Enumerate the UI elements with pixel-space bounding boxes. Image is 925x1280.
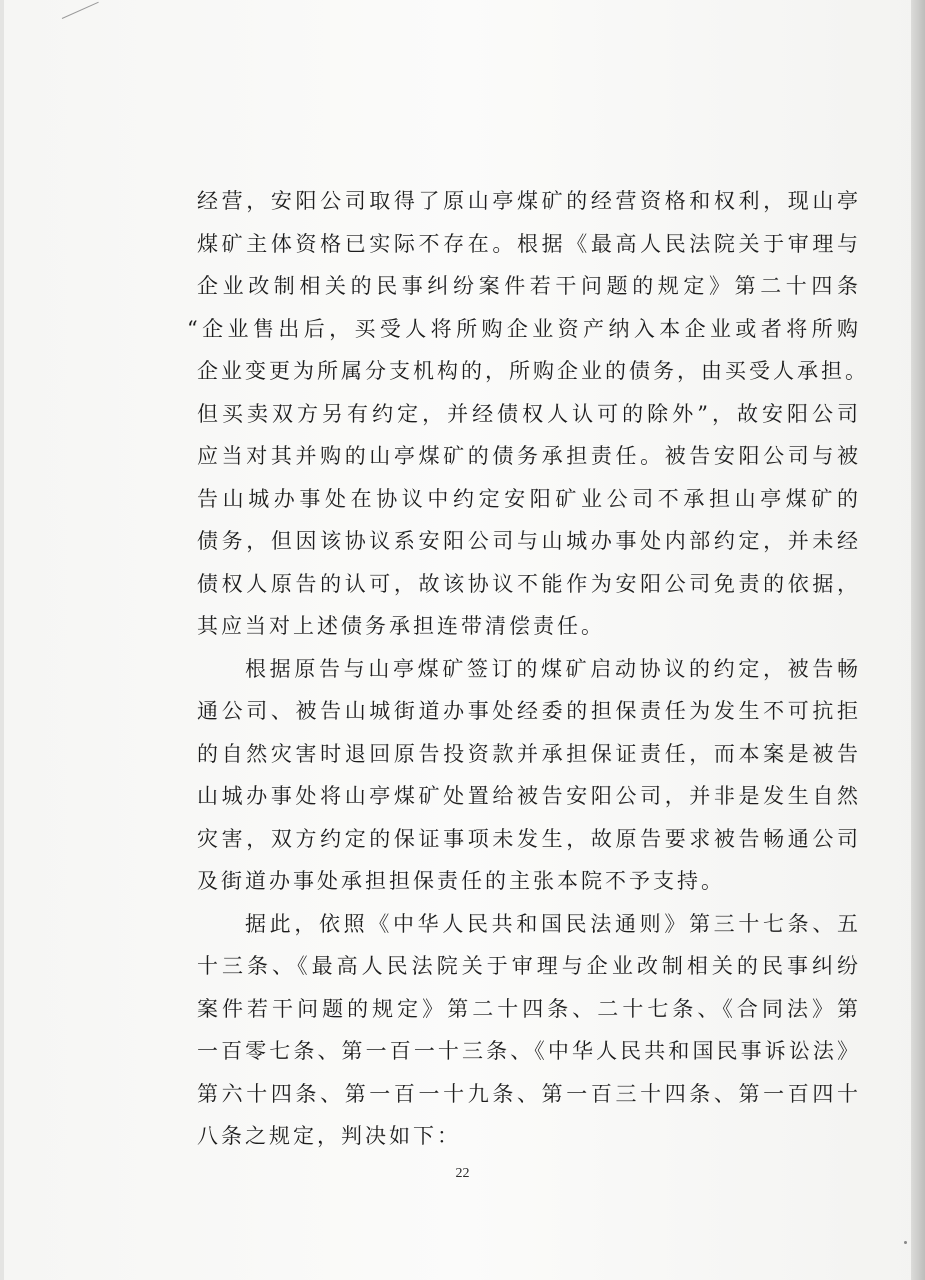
text-line: 案件若干问题的规定》第二十四条、二十七条、《合同法》第 xyxy=(197,996,861,1021)
text-line: 但买卖双方另有约定，并经债权人认可的除外”，故安阳公司 xyxy=(197,401,861,426)
paragraph-guarantee xyxy=(197,648,861,903)
text-line: 企业改制相关的民事纠纷案件若干问题的规定》第二十四条 xyxy=(197,274,861,298)
text-line: 告山城办事处在协议中约定安阳矿业公司不承担山亭煤矿的 xyxy=(197,486,861,511)
text-line: 八条之规定，判决如下： xyxy=(197,1124,461,1148)
text-line: 十三条、《最高人民法院关于审理与企业改制相关的民事纠纷 xyxy=(197,954,861,978)
text-line: “企业售出后，买受人将所购企业资产纳入本企业或者将所购 xyxy=(187,316,861,341)
scan-edge-right xyxy=(911,0,925,1280)
scan-speck xyxy=(904,1241,907,1244)
text-line: 经营，安阳公司取得了原山亭煤矿的经营资格和权利，现山亭 xyxy=(197,189,861,213)
text-line: 企业变更为所属分支机构的，所购企业的债务，由买受人承担。 xyxy=(197,359,869,383)
text-line: 一百零七条、第一百一十三条、《中华人民共和国民事诉讼法》 xyxy=(197,1039,861,1063)
text-line: 根据原告与山亭煤矿签订的煤矿启动协议的约定，被告畅 xyxy=(245,656,861,681)
text-line: 煤矿主体资格已实际不存在。根据《最高人民法院关于审理与 xyxy=(197,231,861,256)
paragraph-legal-basis xyxy=(197,903,861,1158)
text-line: 第六十四条、第一百一十九条、第一百三十四条、第一百四十 xyxy=(197,1081,861,1106)
text-line: 及街道办事处承担担保责任的主张本院不予支持。 xyxy=(197,869,725,893)
text-line: 的自然灾害时退回原告投资款并承担保证责任，而本案是被告 xyxy=(197,741,861,766)
text-line: 应当对其并购的山亭煤矿的债务承担责任。被告安阳公司与被 xyxy=(197,444,861,468)
text-line: 通公司、被告山城街道办事处经委的担保责任为发生不可抗拒 xyxy=(197,699,861,723)
text-line: 债务，但因该协议系安阳公司与山城办事处内部约定，并未经 xyxy=(197,529,861,553)
text-line: 债权人原告的认可，故该协议不能作为安阳公司免责的依据， xyxy=(197,571,861,596)
scan-edge-left xyxy=(0,0,4,1280)
paragraph-liability xyxy=(187,180,869,648)
page-number: 22 xyxy=(455,1166,470,1181)
text-line: 其应当对上述债务承担连带清偿责任。 xyxy=(197,614,605,638)
text-line: 山城办事处将山亭煤矿处置给被告安阳公司，并非是发生自然 xyxy=(197,784,861,808)
judgment-text xyxy=(187,180,869,1158)
text-line: 灾害，双方约定的保证事项未发生，故原告要求被告畅通公司 xyxy=(197,826,861,851)
text-line: 据此，依照《中华人民共和国民法通则》第三十七条、五 xyxy=(245,911,861,936)
scan-mark xyxy=(62,2,99,19)
